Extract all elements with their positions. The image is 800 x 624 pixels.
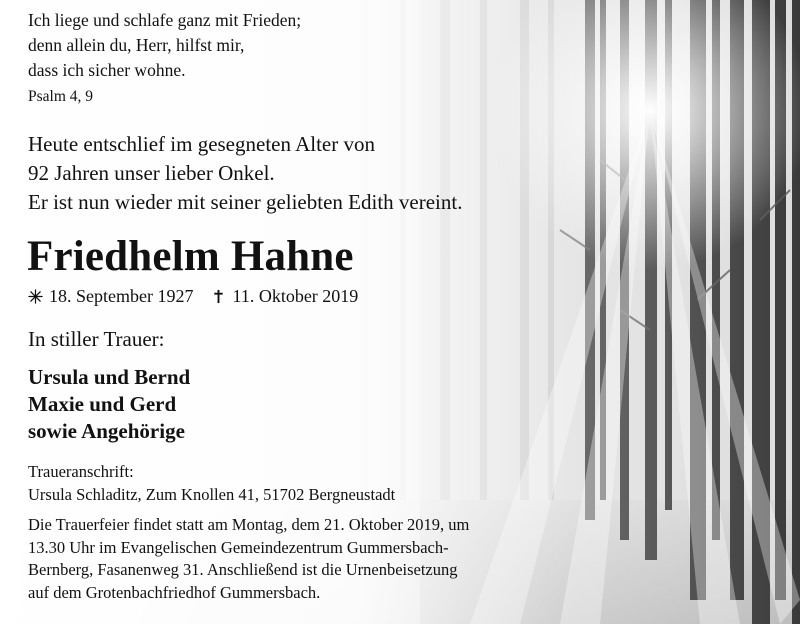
mourner-name: Maxie und Gerd xyxy=(28,392,177,416)
birth-date: 18. September 1927 xyxy=(49,286,194,306)
psalm-reference: Psalm 4, 9 xyxy=(28,88,94,105)
intro-text xyxy=(28,130,462,217)
psalm-line: denn allein du, Herr, hilfst mir, xyxy=(28,35,245,55)
mourning-heading: In stiller Trauer: xyxy=(28,327,165,351)
funeral-service-info xyxy=(28,514,469,604)
life-dates xyxy=(28,286,358,307)
mourners-list xyxy=(28,364,190,445)
death-date: 11. Oktober 2019 xyxy=(232,286,359,306)
cross-icon xyxy=(211,289,226,304)
psalm-line: dass ich sicher wohne. xyxy=(28,60,186,80)
deceased-name: Friedhelm Hahne xyxy=(27,233,354,280)
mourner-name: Ursula und Bernd xyxy=(28,365,191,389)
service-line: auf dem Grotenbachfriedhof Gummersbach. xyxy=(28,582,321,602)
intro-line: Heute entschlief im gesegneten Alter von xyxy=(28,132,375,156)
intro-line: 92 Jahren unser lieber Onkel. xyxy=(28,161,275,185)
mourner-name: sowie Angehörige xyxy=(28,419,185,443)
psalm-line: Ich liege und schlafe ganz mit Frieden; xyxy=(28,10,302,30)
asterisk-star-icon xyxy=(28,289,43,304)
mourning-address: Ursula Schladitz, Zum Knollen 41, 51702 Bergneustadt xyxy=(28,485,396,504)
psalm-quote xyxy=(28,8,301,83)
address-label: Traueranschrift: xyxy=(28,462,134,481)
intro-line: Er ist nun wieder mit seiner geliebten Edith vereint. xyxy=(28,190,463,214)
service-line: Die Trauerfeier findet statt am Montag, dem 21. Oktober 2019, um xyxy=(28,515,470,534)
service-line: 13.30 Uhr im Evangelischen Gemeindezentrum Gummersbach- xyxy=(28,537,449,557)
service-line: Bernberg, Fasanenweg 31. Anschließend ist die Urnenbeisetzung xyxy=(28,560,458,579)
